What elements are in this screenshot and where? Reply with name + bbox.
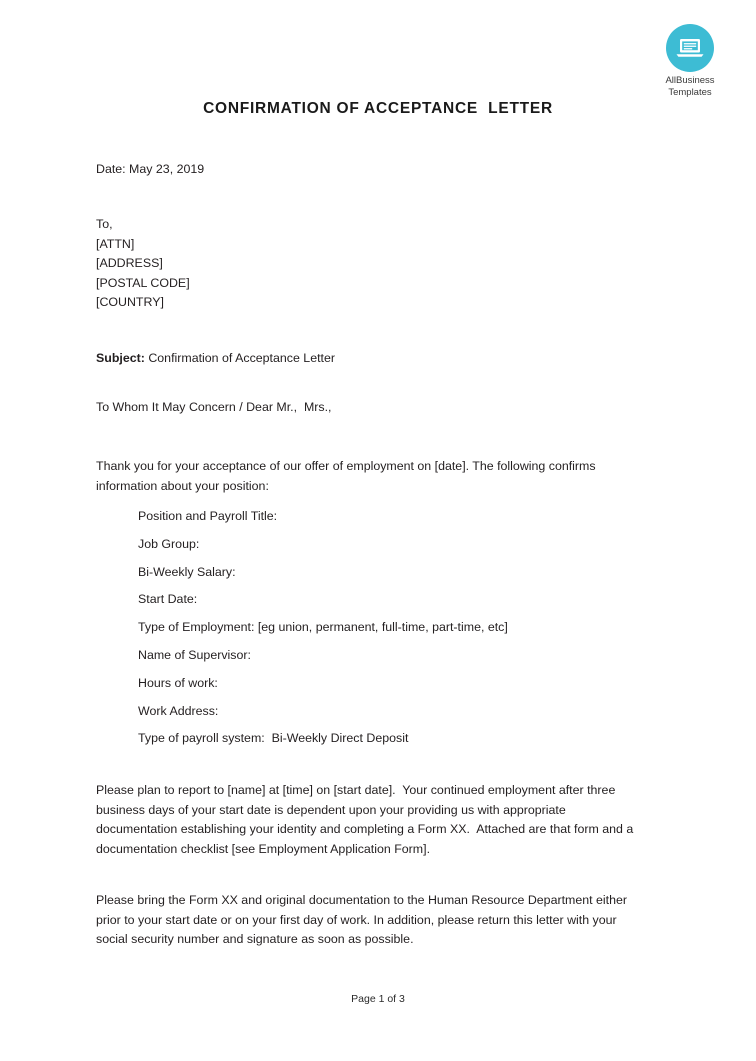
recipient-postal-code: [POSTAL CODE] <box>96 275 190 290</box>
list-item: Name of Supervisor: <box>138 647 251 662</box>
paragraph-bring: Please bring the Form XX and original documentation to the Human Resource Department either prior to your start date or on your first day of work. In addition, please return this letter with your social security number and signature as soon as possible. <box>96 893 631 947</box>
list-item: Type of Employment: [eg union, permanent, full-time, part-time, etc] <box>138 620 508 635</box>
brand-name-line1: AllBusiness <box>665 75 715 86</box>
recipient-country: [COUNTRY] <box>96 295 164 310</box>
intro-paragraph: Thank you for your acceptance of our offer of employment on [date]. The following confirms information about your position: <box>96 459 600 493</box>
page-title: CONFIRMATION OF ACCEPTANCE LETTER <box>203 100 553 117</box>
laptop-icon <box>666 24 714 72</box>
subject-label: Subject: <box>96 351 145 365</box>
brand-name <box>648 75 732 98</box>
list-item: Work Address: <box>138 703 219 718</box>
list-item: Position and Payroll Title: <box>138 509 278 523</box>
recipient-attn: [ATTN] <box>96 236 135 251</box>
paragraph-report: Please plan to report to [name] at [time] on [start date]. Your continued employment after three business days of your start date is dependent upon your providing us with appropriate documentation establishing your identity and completing a Form XX. Attached are that form and a documentation checklist [see Employment Application Form]. <box>96 783 637 856</box>
page-footer: Page 1 of 3 <box>351 993 405 1005</box>
recipient-block <box>96 215 644 313</box>
list-item: Bi-Weekly Salary: <box>138 564 236 579</box>
recipient-address: [ADDRESS] <box>96 256 163 271</box>
recipient-to: To, <box>96 217 113 231</box>
brand-name-line2: Templates <box>668 86 712 98</box>
list-item: Type of payroll system: Bi-Weekly Direct Deposit <box>138 731 409 746</box>
list-item: Start Date: <box>138 592 198 607</box>
subject-value: Confirmation of Acceptance Letter <box>144 351 335 365</box>
date-line: Date: May 23, 2019 <box>96 162 205 176</box>
brand-logo <box>648 24 732 98</box>
subject-line <box>96 349 644 369</box>
position-details-list <box>96 503 644 753</box>
list-item: Hours of work: <box>138 675 218 690</box>
salutation: To Whom It May Concern / Dear Mr., Mrs., <box>96 400 332 414</box>
list-item: Job Group: <box>138 536 200 551</box>
